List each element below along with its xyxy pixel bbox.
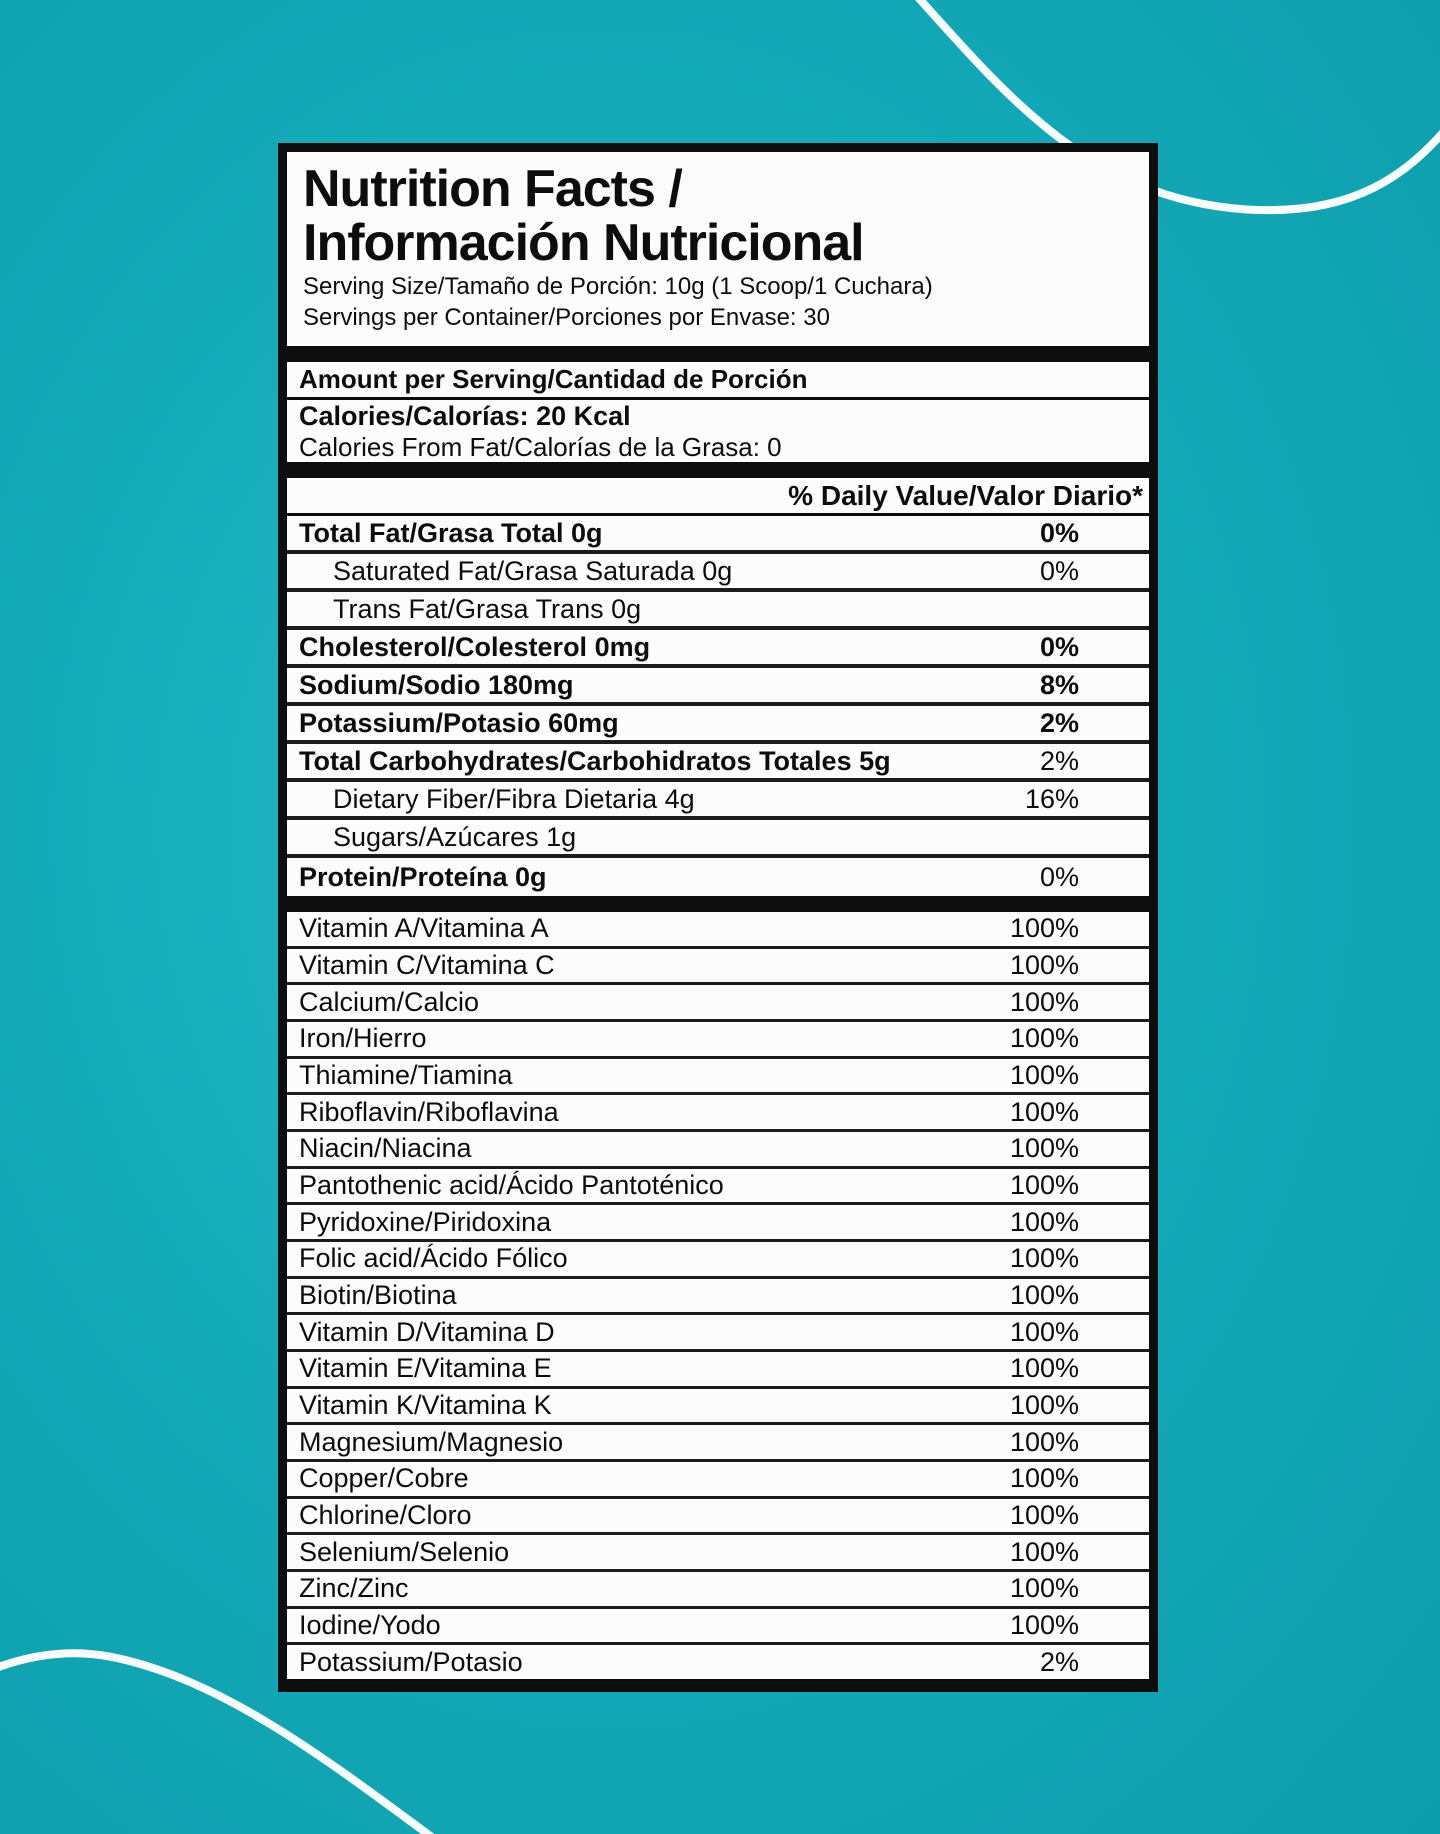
nutrient-label: Iron/Hierro	[299, 1023, 427, 1054]
table-row	[287, 1205, 1149, 1242]
nutrition-facts-label	[278, 143, 1158, 1692]
table-row	[287, 1645, 1149, 1679]
nutrient-percent: 0%	[1039, 555, 1079, 586]
nutrient-percent: 2%	[1039, 707, 1079, 738]
nutrient-percent: 100%	[1009, 1060, 1079, 1091]
table-row	[287, 1095, 1149, 1132]
nutrient-percent: 8%	[1039, 669, 1079, 700]
nutrient-percent: 100%	[1009, 1170, 1079, 1201]
nutrient-label: Sodium/Sodio 180mg	[299, 669, 574, 700]
table-row	[287, 1535, 1149, 1572]
nutrient-percent: 100%	[1009, 913, 1079, 944]
nutrient-label: Potassium/Potasio	[299, 1646, 523, 1677]
nutrient-label: Pyridoxine/Piridoxina	[299, 1206, 552, 1237]
nutrient-percent: 100%	[1009, 1280, 1079, 1311]
table-row	[287, 1352, 1149, 1389]
table-row	[287, 1389, 1149, 1426]
amount-per-serving-header: Amount per Serving/Cantidad de Porción	[287, 362, 1149, 400]
table-row	[287, 554, 1149, 592]
table-row	[287, 592, 1149, 630]
nutrient-table	[287, 516, 1149, 896]
label-title-line1: Nutrition Facts /	[303, 160, 682, 218]
nutrient-label: Trans Fat/Grasa Trans 0g	[333, 593, 642, 624]
micronutrient-table	[287, 912, 1149, 1679]
nutrient-label: Folic acid/Ácido Fólico	[299, 1243, 568, 1274]
nutrient-label: Biotin/Biotina	[299, 1280, 457, 1311]
table-row	[287, 1425, 1149, 1462]
table-row	[287, 1315, 1149, 1352]
nutrient-percent: 100%	[1009, 1096, 1079, 1127]
nutrient-percent: 100%	[1009, 1243, 1079, 1274]
nutrient-label: Potassium/Potasio 60mg	[299, 707, 619, 738]
nutrient-label: Dietary Fiber/Fibra Dietaria 4g	[333, 783, 695, 814]
section-divider-bar	[287, 462, 1149, 478]
table-row	[287, 949, 1149, 986]
table-row	[287, 1572, 1149, 1609]
nutrient-label: Pantothenic acid/Ácido Pantoténico	[299, 1170, 724, 1201]
nutrient-percent: 2%	[1039, 745, 1079, 776]
nutrient-label: Magnesium/Magnesio	[299, 1426, 564, 1457]
table-row	[287, 1169, 1149, 1206]
table-row	[287, 1462, 1149, 1499]
nutrient-label: Zinc/Zinc	[299, 1573, 409, 1604]
nutrient-percent: 100%	[1009, 1500, 1079, 1531]
nutrient-label: Vitamin E/Vitamina E	[299, 1353, 552, 1384]
nutrient-percent: 100%	[1009, 950, 1079, 980]
nutrient-percent: 100%	[1009, 1316, 1079, 1347]
nutrient-percent: 0%	[1039, 861, 1079, 892]
nutrient-percent: 100%	[1009, 1023, 1079, 1054]
nutrient-percent: 100%	[1009, 1206, 1079, 1237]
serving-size-text: Serving Size/Tamaño de Porción: 10g (1 Scoop/1 Cuchara)	[303, 273, 933, 300]
table-row	[287, 1279, 1149, 1316]
label-title-line2: Información Nutricional	[303, 214, 864, 272]
nutrient-label: Saturated Fat/Grasa Saturada 0g	[333, 555, 733, 586]
daily-value-header: % Daily Value/Valor Diario*	[287, 478, 1149, 516]
nutrient-label: Total Fat/Grasa Total 0g	[299, 517, 603, 548]
section-divider-bar	[287, 896, 1149, 912]
nutrient-percent: 0%	[1039, 517, 1079, 548]
nutrient-percent: 100%	[1009, 1426, 1079, 1457]
nutrient-label: Vitamin C/Vitamina C	[299, 950, 555, 980]
nutrient-percent: 100%	[1009, 1536, 1079, 1567]
nutrient-label: Chlorine/Cloro	[299, 1500, 472, 1531]
nutrient-percent: 100%	[1009, 1353, 1079, 1384]
table-row	[287, 744, 1149, 782]
nutrient-label: Vitamin D/Vitamina D	[299, 1316, 555, 1347]
nutrient-label: Selenium/Selenio	[299, 1536, 510, 1567]
table-row	[287, 858, 1149, 896]
section-divider-bar	[287, 346, 1149, 362]
table-row	[287, 1059, 1149, 1096]
table-row	[287, 1132, 1149, 1169]
table-row	[287, 782, 1149, 820]
table-row	[287, 706, 1149, 744]
nutrient-percent: 16%	[1024, 783, 1079, 814]
nutrient-label: Niacin/Niacina	[299, 1133, 472, 1164]
nutrient-label: Copper/Cobre	[299, 1463, 469, 1494]
nutrient-label: Thiamine/Tiamina	[299, 1060, 513, 1091]
nutrient-label: Vitamin K/Vitamina K	[299, 1390, 552, 1421]
nutrient-percent: 100%	[1009, 1390, 1079, 1421]
nutrient-label: Cholesterol/Colesterol 0mg	[299, 631, 651, 662]
calories-text: Calories/Calorías: 20 Kcal	[299, 400, 631, 431]
table-row	[287, 1022, 1149, 1059]
table-row	[287, 668, 1149, 706]
nutrient-percent: 100%	[1009, 1573, 1079, 1604]
nutrient-label: Iodine/Yodo	[299, 1610, 441, 1641]
table-row	[287, 985, 1149, 1022]
table-row	[287, 820, 1149, 858]
table-row	[287, 516, 1149, 554]
nutrient-percent: 100%	[1009, 1133, 1079, 1164]
nutrient-percent: 100%	[1009, 1610, 1079, 1641]
table-row	[287, 630, 1149, 668]
table-row	[287, 1242, 1149, 1279]
nutrient-label: Protein/Proteína 0g	[299, 861, 547, 892]
nutrient-percent: 2%	[1039, 1646, 1079, 1677]
nutrient-percent: 100%	[1009, 986, 1079, 1017]
nutrient-percent: 100%	[1009, 1463, 1079, 1494]
label-header	[287, 152, 1149, 346]
calories-from-fat-text: Calories From Fat/Calorías de la Grasa: 0	[299, 431, 782, 462]
nutrient-percent: 0%	[1039, 631, 1079, 662]
nutrient-label: Riboflavin/Riboflavina	[299, 1096, 559, 1127]
nutrient-label: Total Carbohydrates/Carbohidratos Totales 5g	[299, 745, 891, 776]
nutrient-label: Vitamin A/Vitamina A	[299, 913, 549, 944]
nutrient-label: Sugars/Azúcares 1g	[333, 821, 577, 852]
table-row	[287, 1499, 1149, 1536]
servings-per-container-text: Servings per Container/Porciones por Envase: 30	[303, 304, 830, 331]
calories-block	[287, 400, 1149, 462]
table-row	[287, 912, 1149, 949]
table-row	[287, 1609, 1149, 1646]
nutrient-label: Calcium/Calcio	[299, 986, 480, 1017]
